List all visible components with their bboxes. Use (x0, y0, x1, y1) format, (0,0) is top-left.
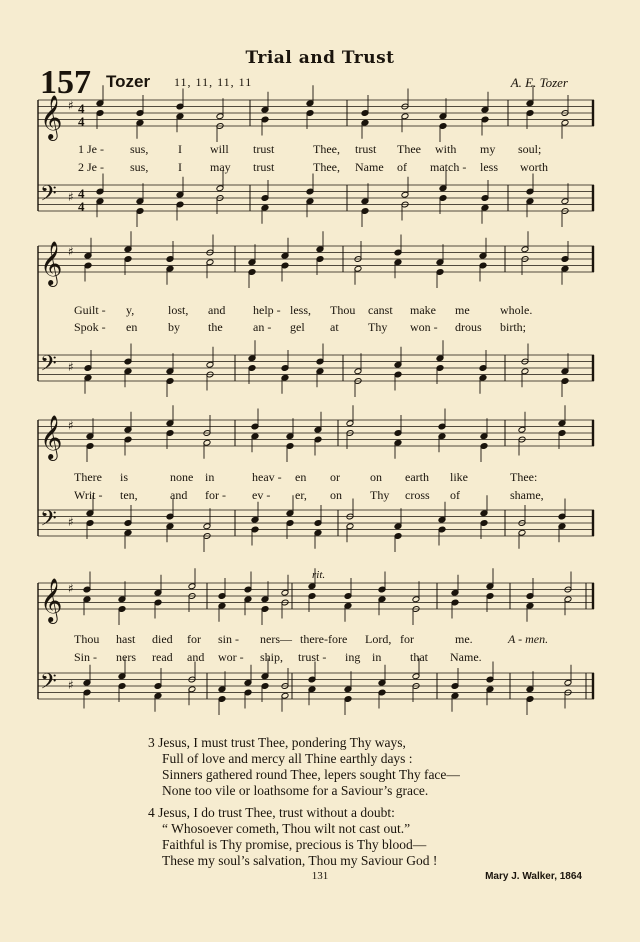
stanza-line: Full of love and mercy all Thine earthly days : (162, 751, 413, 766)
lyric-syllable: lost, (168, 303, 189, 317)
lyric-syllable: at (330, 320, 339, 334)
lyric-syllable: Thee, (313, 142, 340, 156)
bass-clef-icon: 𝄢 (40, 506, 57, 537)
treble-clef-icon: 𝄞 (40, 415, 63, 459)
author-credit: Mary J. Walker, 1864 (485, 871, 582, 882)
lyric-syllable: Writ - (74, 488, 103, 502)
lyric-syllable: Guilt - (74, 303, 106, 317)
lyric-syllable: an - (253, 320, 272, 334)
stanza-line: Faithful is Thy promise, precious is Thy blood— (162, 837, 427, 852)
lyric-syllable: help - (253, 303, 281, 317)
lyric-syllable: There (74, 470, 102, 484)
sharp-icon: ♯ (68, 190, 74, 204)
rit-marking: rit. (312, 569, 326, 581)
lyric-syllable: ten, (120, 488, 138, 502)
lyric-syllable: I (178, 142, 182, 156)
lyric-syllable: and (208, 303, 226, 317)
lyric-syllable: y, (126, 303, 135, 317)
lyric-syllable: Thee (397, 142, 421, 156)
time-sig-icon: 4 (78, 199, 85, 214)
stanza-line: These my soul’s salvation, Thou my Saviour God ! (162, 853, 438, 868)
lyric-syllable: on (370, 470, 382, 484)
stanza-line: “ Whosoever cometh, Thou wilt not cast out.” (162, 821, 411, 836)
lyric-syllable: of (397, 160, 407, 174)
sharp-icon: ♯ (68, 418, 74, 433)
lyric-syllable: read (152, 650, 173, 664)
stanza-line: 4 Jesus, I do trust Thee, trust without a doubt: (148, 805, 395, 820)
lyric-syllable: ners— (260, 632, 292, 646)
lyric-syllable: there-fore (300, 632, 348, 646)
lyric-syllable: Lord, (365, 632, 392, 646)
lyric-syllable: with (435, 142, 457, 156)
lyric-syllable: for (400, 632, 414, 646)
lyric-syllable: 2 Je - (78, 160, 104, 174)
lyric-syllable: me. (455, 632, 473, 646)
lyric-syllable: hast (116, 632, 136, 646)
sharp-icon: ♯ (68, 244, 74, 259)
bass-clef-icon: 𝄢 (40, 669, 57, 700)
lyric-syllable: the (208, 320, 223, 334)
lyric-syllable: ev - (252, 488, 271, 502)
lyric-syllable: er, (295, 488, 307, 502)
lyric-syllable: cross (405, 488, 430, 502)
lyric-syllable: by (168, 320, 180, 334)
composer: A. E. Tozer (510, 75, 568, 90)
lyric-syllable: trust (253, 160, 275, 174)
lyric-syllable: ners (116, 650, 136, 664)
lyric-syllable: I (178, 160, 182, 174)
lyric-syllable: sin - (218, 632, 239, 646)
sharp-icon: ♯ (68, 581, 74, 596)
lyric-syllable: make (410, 303, 436, 317)
lyric-syllable: earth (405, 470, 429, 484)
time-sig-icon: 4 (78, 114, 85, 129)
lyric-syllable: or (330, 470, 340, 484)
lyric-syllable: drous (455, 320, 482, 334)
lyric-syllable: whole. (500, 303, 533, 317)
lyric-syllable: trust - (298, 650, 327, 664)
hymn-number: 157 (40, 64, 91, 101)
time-sig-icon: 4 (78, 101, 85, 116)
lyric-syllable: Thee: (510, 470, 538, 484)
lyric-syllable: Name. (450, 650, 482, 664)
hymn-title: Trial and Trust (245, 48, 395, 68)
lyric-syllable: Name (355, 160, 384, 174)
treble-clef-icon: 𝄞 (40, 241, 63, 285)
stanza-line: Sinners gathered round Thee, lepers sought Thy face— (162, 767, 460, 782)
lyric-syllable: died (152, 632, 173, 646)
lyric-syllable: sus, (130, 142, 149, 156)
lyric-syllable: gel (290, 320, 305, 334)
lyric-syllable: like (450, 470, 468, 484)
lyric-syllable: for (187, 632, 201, 646)
lyric-syllable: less, (290, 303, 311, 317)
lyric-syllable: shame, (510, 488, 544, 502)
lyric-syllable: wor - (218, 650, 244, 664)
lyric-syllable: and (187, 650, 205, 664)
stanza-line: 3 Jesus, I must trust Thee, pondering Thy ways, (148, 735, 406, 750)
lyric-syllable: ship, (260, 650, 284, 664)
lyric-syllable: worth (520, 160, 548, 174)
lyric-syllable: Thou (330, 303, 356, 317)
lyric-syllable: of (450, 488, 460, 502)
amen-label: A - men. (508, 632, 549, 646)
bass-clef-icon: 𝄢 (40, 181, 57, 212)
lyric-syllable: less (480, 160, 498, 174)
lyric-syllable: won - (410, 320, 438, 334)
lyric-syllable: trust (355, 142, 377, 156)
treble-clef-icon: 𝄞 (40, 578, 63, 622)
sharp-icon: ♯ (68, 360, 74, 374)
meter: 11, 11, 11, 11 (174, 75, 253, 89)
lyric-syllable: Thy (370, 488, 390, 502)
lyric-syllable: ing (345, 650, 361, 664)
lyric-syllable: Thou (74, 632, 100, 646)
lyric-syllable: is (120, 470, 129, 484)
lyric-syllable: birth; (500, 320, 526, 334)
stanza-3 (148, 735, 460, 799)
lyric-syllable: will (210, 142, 229, 156)
tune-name: Tozer (106, 72, 151, 91)
lyric-syllable: for - (205, 488, 226, 502)
lyric-syllable: trust (253, 142, 275, 156)
lyric-syllable: none (170, 470, 194, 484)
lyric-syllable: my (480, 142, 496, 156)
lyric-syllable: en (126, 320, 138, 334)
lyric-syllable: 1 Je - (78, 142, 104, 156)
bass-clef-icon: 𝄢 (40, 351, 57, 382)
lyric-syllable: on (330, 488, 342, 502)
lyric-syllable: me (455, 303, 470, 317)
lyric-syllable: Thee, (313, 160, 340, 174)
lyric-syllable: in (205, 470, 215, 484)
lyric-syllable: sus, (130, 160, 149, 174)
lyric-syllable: heav - (252, 470, 282, 484)
lyric-syllable: and (170, 488, 188, 502)
page-number: 131 (311, 870, 329, 882)
sharp-icon: ♯ (68, 678, 74, 692)
lyric-syllable: soul; (518, 142, 542, 156)
lyric-syllable: match - (430, 160, 467, 174)
lyric-syllable: Sin - (74, 650, 98, 664)
lyric-syllable: en (295, 470, 307, 484)
lyric-syllable: Spok - (74, 320, 106, 334)
sharp-icon: ♯ (68, 98, 74, 113)
treble-clef-icon: 𝄞 (40, 95, 63, 139)
sharp-icon: ♯ (68, 515, 74, 529)
lyric-syllable: may (210, 160, 231, 174)
lyric-syllable: canst (368, 303, 393, 317)
time-sig-icon: 4 (78, 186, 85, 201)
stanza-line: None too vile or loathsome for a Saviour’s grace. (162, 783, 429, 798)
lyric-syllable: Thy (368, 320, 388, 334)
lyric-syllable: in (372, 650, 382, 664)
lyric-syllable: that (410, 650, 428, 664)
stanza-4 (148, 805, 437, 869)
